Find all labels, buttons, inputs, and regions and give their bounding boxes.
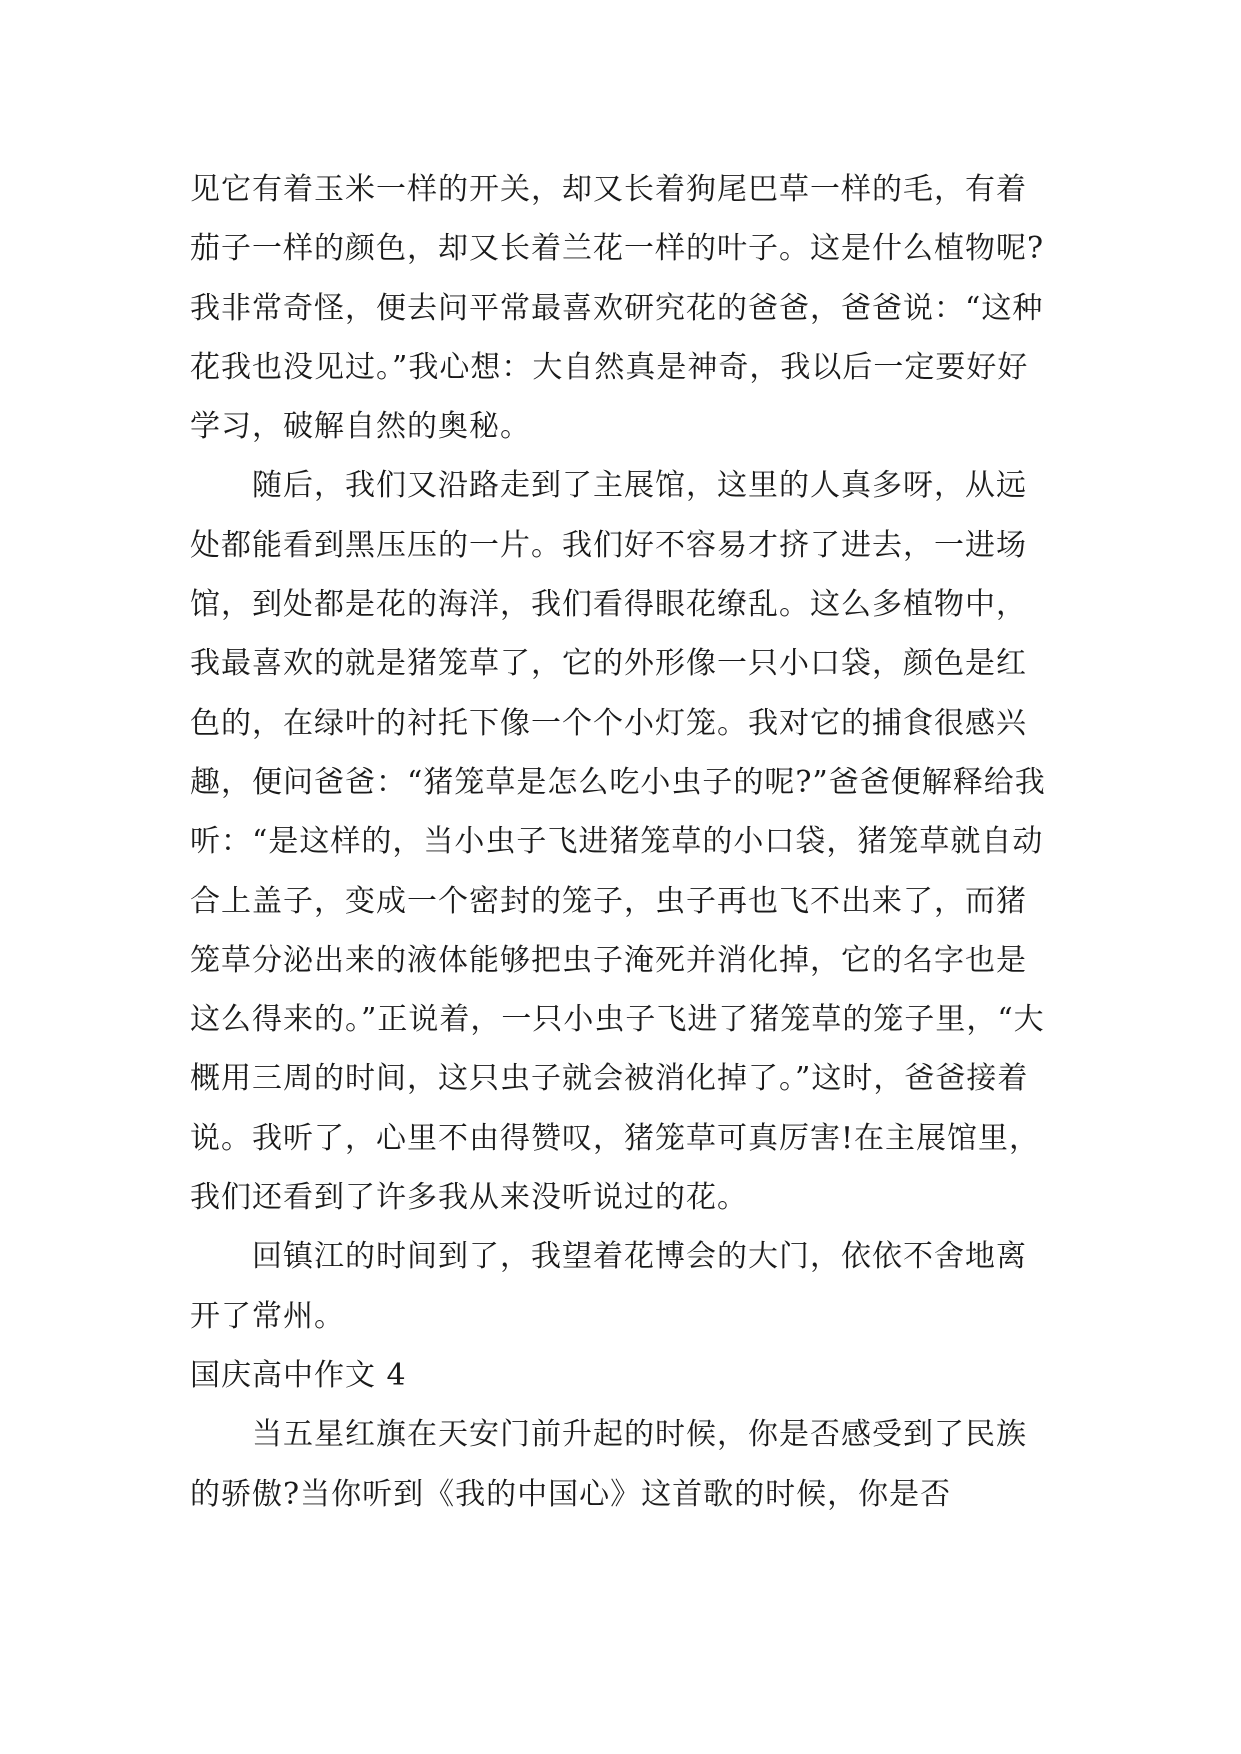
paragraph-flower-description: 见它有着玉米一样的开关，却又长着狗尾巴草一样的毛，有着茄子一样的颜色，却又长着兰花一样的叶子。这是什么植物呢?我非常奇怪，便去问平常最喜欢研究花的爸爸，爸爸说：“这种花我也没见过。”我心想：大自然真是神奇，我以后一定要好好学习，破解自然的奥秘。 [190, 172, 1045, 445]
document-body [190, 160, 1050, 1524]
paragraph-national-flag: 当五星红旗在天安门前升起的时候，你是否感受到了民族的骄傲?当你听到《我的中国心》这首歌的时候，你是否 [190, 1417, 1027, 1512]
essay-heading: 国庆高中作文 4 [190, 1357, 407, 1393]
paragraph-return-zhenjiang: 回镇江的时间到了，我望着花博会的大门，依依不舍地离开了常州。 [190, 1239, 1027, 1334]
paragraph-main-pavilion: 随后，我们又沿路走到了主展馆，这里的人真多呀，从远处都能看到黑压压的一片。我们好不容易才挤了进去，一进场馆，到处都是花的海洋，我们看得眼花缭乱。这么多植物中，我最喜欢的就是猪笼草了，它的外形像一只小口袋，颜色是红色的，在绿叶的衬托下像一个个小灯笼。我对它的捕食很感兴趣，便问爸爸：“猪笼草是怎么吃小虫子的呢?”爸爸便解释给我听：“是这样的，当小虫子飞进猪笼草的小口袋，猪笼草就自动合上盖子，变成一个密封的笼子，虫子再也飞不出来了，而猪笼草分泌出来的液体能够把虫子淹死并消化掉，它的名字也是这么得来的。”正说着，一只小虫子飞进了猪笼草的笼子里，“大概用三周的时间，这只虫子就会被消化掉了。”这时，爸爸接着说。我听了，心里不由得赞叹，猪笼草可真厉害!在主展馆里，我们还看到了许多我从来没听说过的花。 [190, 468, 1046, 1216]
